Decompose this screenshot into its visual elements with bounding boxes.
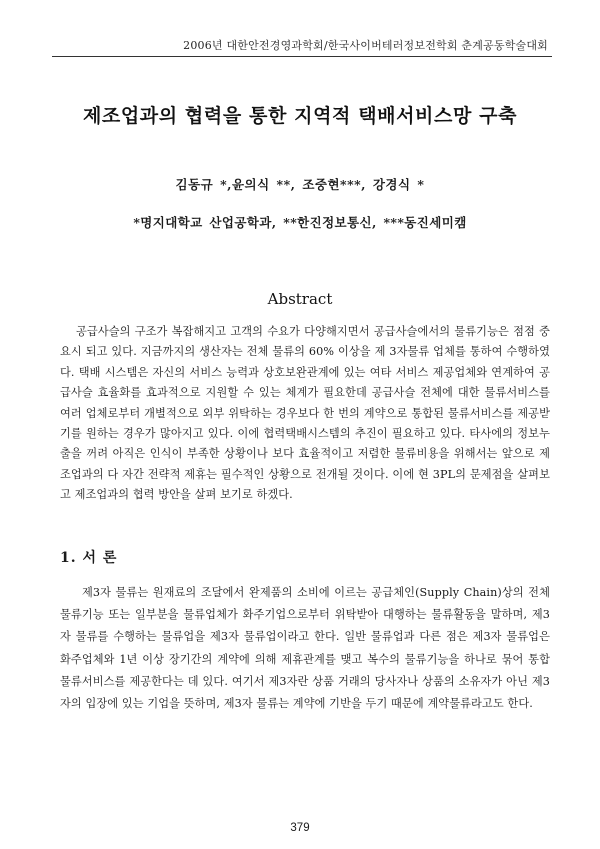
abstract-text: 공급사슬의 구조가 복잡해지고 고객의 수요가 다양해지면서 공급사슬에서의 물류기능은 점점 중요시 되고 있다. 지금까지의 생산자는 전체 물류의 60% 이상을 제 3자물류 업체를 통하여 수행하였다. 택배 시스템은 자신의 서비스 능력과 상호보완관계에 있는 여타 서비스 제공업체와 연계하여 공급사슬 효율화를 효과적으로 지원할 수 있는 체계가 필요한데 공급사슬 전체에 대한 물류서비스를 여러 업체로부터 개별적으로 외부 위탁하는 경우보다 한 번의 계약으로 통합된 물류서비스를 제공받기를 원하는 경우가 많아지고 있다. 이에 협력택배시스템의 추진이 필요하고 있다. 타사에의 정보누출을 꺼려 아직은 인식이 부족한 상황이나 보다 효율적이고 저렴한 물류비용을 위해서는 앞으로 제조업과의 다 자간 전략적 제휴는 필수적인 상황으로 전개될 것이다. 이에 현 3PL의 문제점을 살펴보고 제조업과의 협력 방안을 살펴 보기로 하겠다.	[60, 325, 550, 502]
running-head: 2006년 대한안전경영과학회/한국사이버테러정보전학회 춘계공동학술대회	[183, 39, 548, 52]
section-1-text: 제3자 물류는 원재료의 조달에서 완제품의 소비에 이르는 공급체인(Supply Chain)상의 전체 물류기능 또는 일부분을 물류업체가 화주기업으로부터 위탁받아 대행하는 물류활동을 말하며, 제3자 물류를 수행하는 물류업을 제3자 물류업이라고 한다. 일반 물류업과 다른 점은 제3자 물류업은 화주업체와 1년 이상 장기간의 계약에 의해 제휴관계를 맺고 복수의 물류기능을 하나로 묶어 통합 물류서비스를 제공한다는 데 있다. 여기서 제3자란 상품 거래의 당사자나 상품의 소유자가 아닌 제3자의 입장에 있는 기업을 뜻하며, 제3자 물류는 계약에 기반을 두기 때문에 계약물류라고도 한다.	[60, 586, 550, 711]
page-number: 379	[290, 822, 310, 834]
abstract-heading: Abstract	[267, 290, 333, 308]
header-divider	[52, 56, 552, 57]
paper-title: 제조업과의 협력을 통한 지역적 택배서비스망 구축	[82, 105, 518, 127]
paper-affiliations: *명지대학교 산업공학과, **한진정보통신, ***동진세미캠	[133, 215, 467, 230]
section-1-heading: 1. 서 론	[60, 550, 118, 566]
paper-authors: 김동규 *,윤의식 **, 조중현***, 강경식 *	[175, 177, 425, 192]
